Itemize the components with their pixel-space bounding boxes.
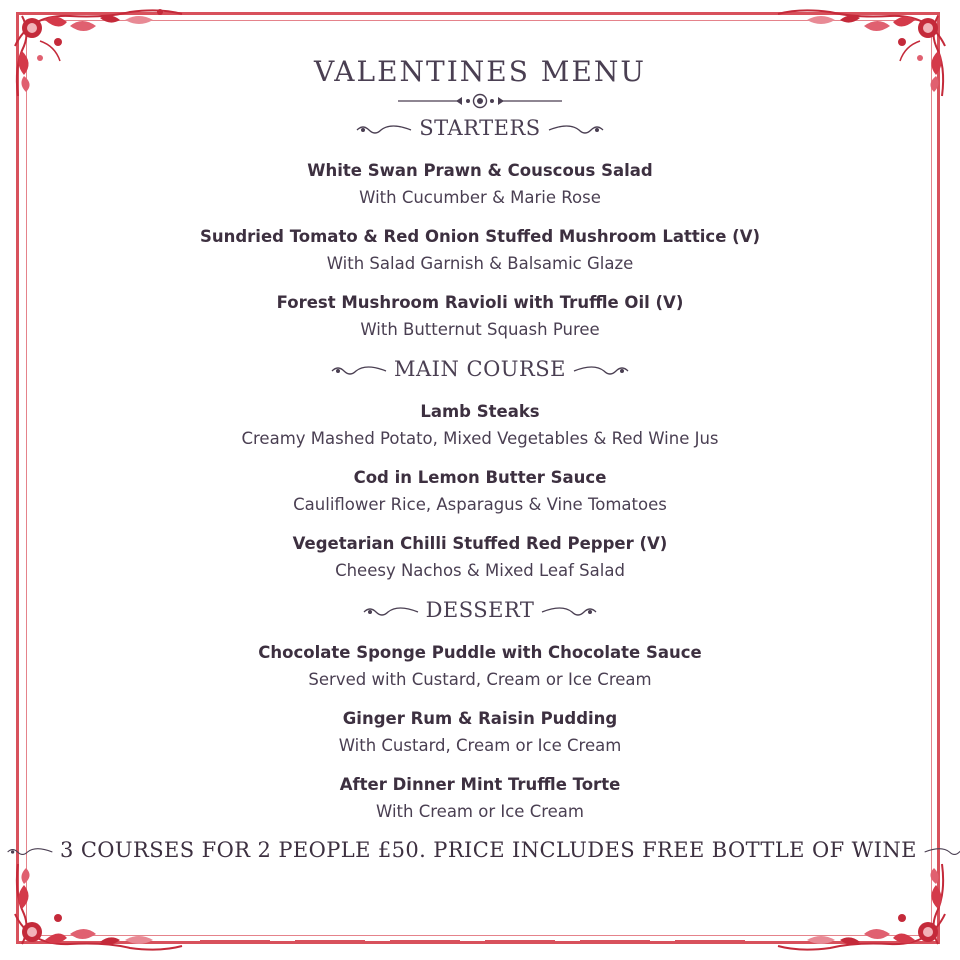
menu-item: [0, 772, 960, 826]
menu-item: [0, 531, 960, 585]
section-heading-dessert: [0, 598, 960, 622]
menu-item-description: With Cream or Ice Cream: [376, 802, 584, 821]
menu-item: [0, 465, 960, 519]
menu-item: [0, 158, 960, 212]
section-heading-main-course: [0, 357, 960, 381]
menu-item-name: Ginger Rum & Raisin Pudding: [342, 709, 618, 728]
menu-item-name: Forest Mushroom Ravioli with Truffle Oil (V): [276, 293, 684, 312]
bottom-border-dash: [580, 940, 650, 942]
menu-item: [0, 640, 960, 694]
menu-item: [0, 706, 960, 760]
price-footer: [0, 838, 960, 862]
bottom-border-dash: [675, 940, 745, 942]
menu-item-description: Cauliflower Rice, Asparagus & Vine Tomatoes: [293, 495, 667, 514]
menu-item-name: White Swan Prawn & Couscous Salad: [307, 161, 653, 180]
bottom-border-dash: [390, 940, 460, 942]
menu-title: VALENTINES MENU: [313, 55, 647, 88]
swirl-divider-icon: [362, 605, 420, 619]
menu-item: [0, 290, 960, 344]
section-heading-label: STARTERS: [419, 116, 541, 140]
swirl-divider-icon: [6, 845, 54, 859]
floral-corner-ornament: [775, 859, 950, 954]
swirl-divider-icon: [923, 845, 960, 859]
menu-item-name: Sundried Tomato & Red Onion Stuffed Mushroom Lattice (V): [199, 227, 761, 246]
menu-item-description: Served with Custard, Cream or Ice Cream: [308, 670, 652, 689]
bottom-border-dash: [485, 940, 555, 942]
menu-item-description: Cheesy Nachos & Mixed Leaf Salad: [335, 561, 625, 580]
menu-item-description: With Butternut Squash Puree: [360, 320, 600, 339]
menu-item-description: Creamy Mashed Potato, Mixed Vegetables & Red Wine Jus: [241, 429, 719, 448]
menu-item-name: Cod in Lemon Butter Sauce: [353, 468, 607, 487]
floral-corner-ornament: [10, 859, 185, 954]
rosette-divider-icon: [398, 93, 562, 109]
menu-item-name: Chocolate Sponge Puddle with Chocolate Sauce: [258, 643, 702, 662]
bottom-border-dash: [200, 940, 270, 942]
menu-item-name: Lamb Steaks: [420, 402, 540, 421]
menu-item-description: With Custard, Cream or Ice Cream: [338, 736, 622, 755]
section-heading-label: MAIN COURSE: [393, 357, 567, 381]
section-heading-label: DESSERT: [425, 598, 535, 622]
swirl-divider-icon: [540, 605, 598, 619]
menu-item: [0, 224, 960, 278]
swirl-divider-icon: [355, 123, 413, 137]
menu-item-name: Vegetarian Chilli Stuffed Red Pepper (V): [292, 534, 668, 553]
swirl-divider-icon: [547, 123, 605, 137]
menu-item: [0, 399, 960, 453]
menu-item-name: After Dinner Mint Truffle Torte: [339, 775, 621, 794]
swirl-divider-icon: [572, 364, 630, 378]
menu-item-description: With Salad Garnish & Balsamic Glaze: [326, 254, 634, 273]
bottom-border-dash: [295, 940, 365, 942]
menu-item-description: With Cucumber & Marie Rose: [359, 188, 601, 207]
section-heading-starters: [0, 116, 960, 140]
price-footer-text: 3 COURSES FOR 2 PEOPLE £50. PRICE INCLUDES FREE BOTTLE OF WINE: [60, 838, 917, 862]
swirl-divider-icon: [330, 364, 388, 378]
